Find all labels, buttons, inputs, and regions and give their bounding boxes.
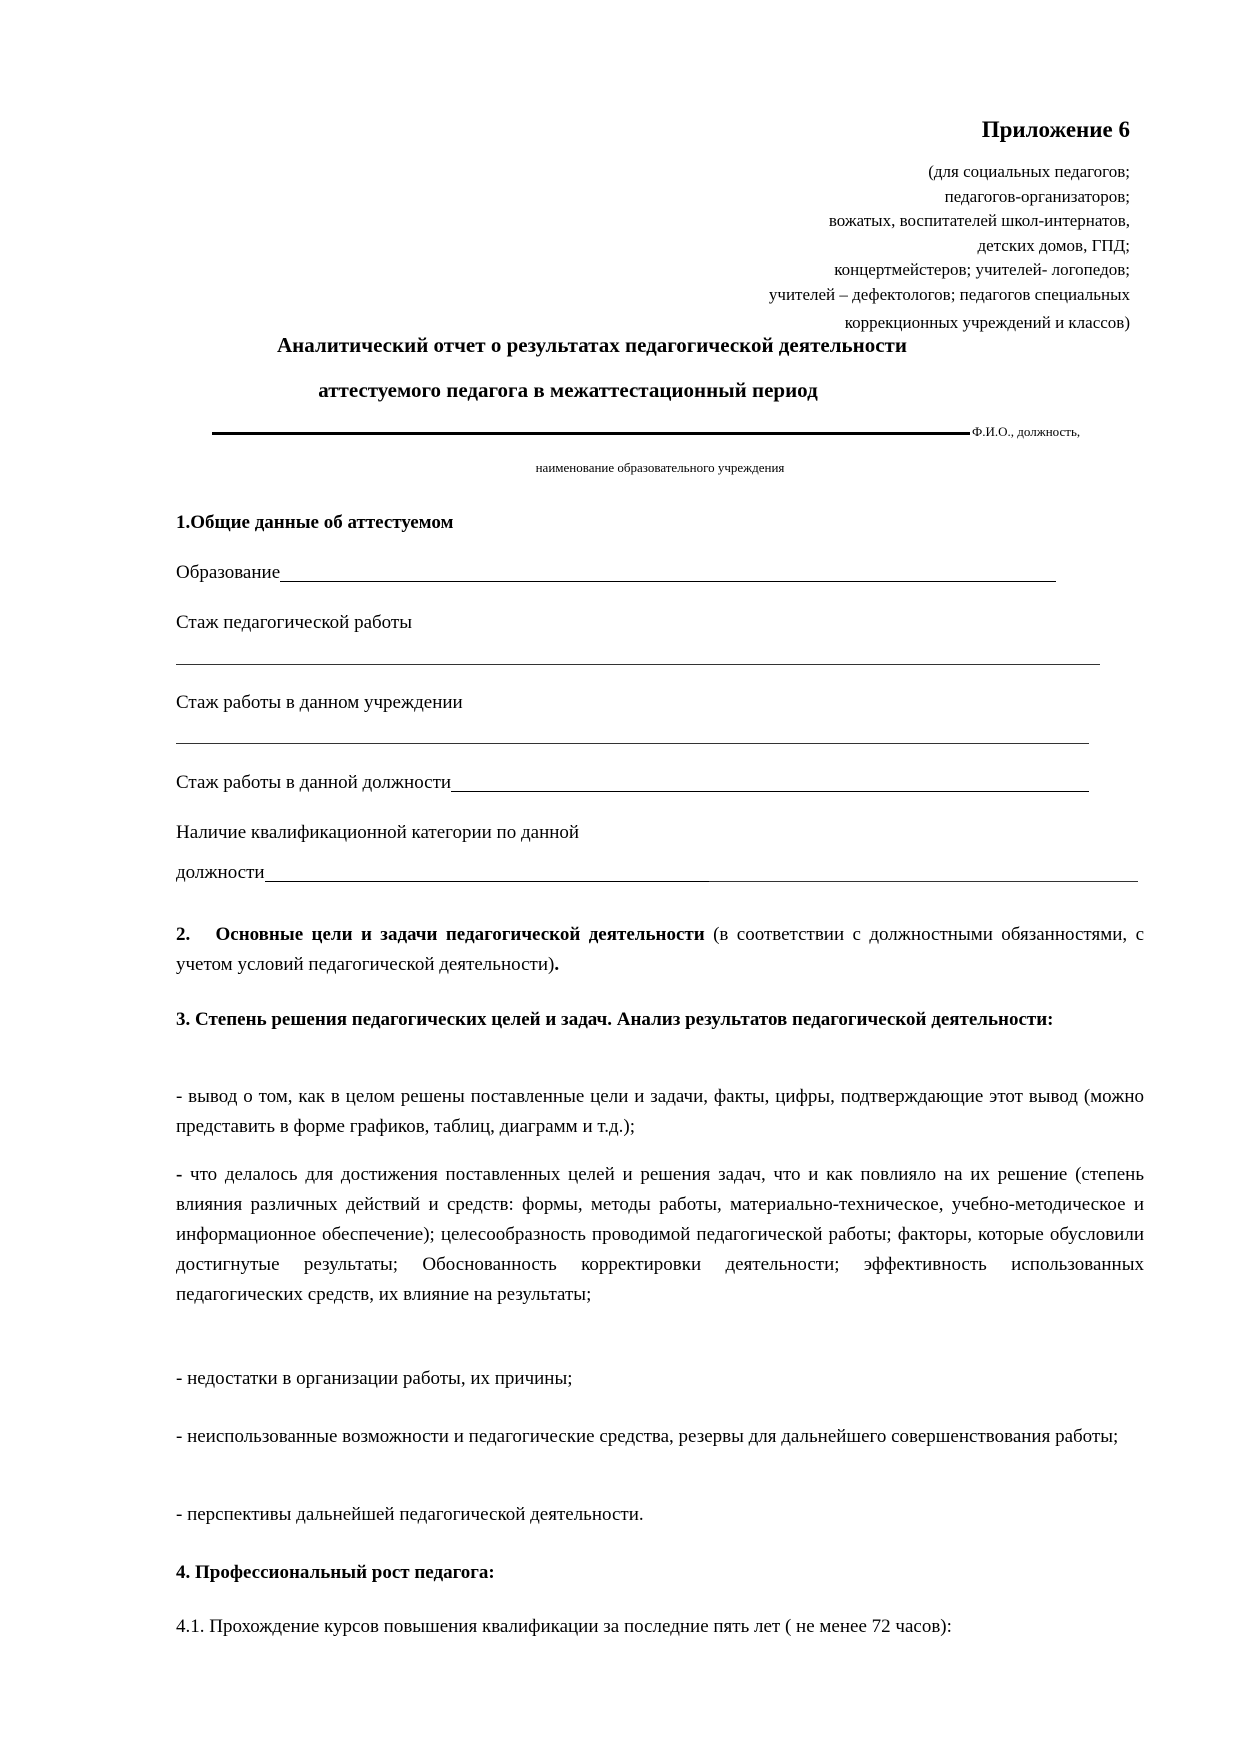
audience-line: вожатых, воспитателей школ-интернатов, xyxy=(828,211,1130,230)
audience-note xyxy=(530,160,1130,336)
section2-heading: Основные цели и задачи педагогической деятельности xyxy=(215,924,705,945)
section2-end: . xyxy=(554,954,560,975)
section2-paragraph xyxy=(176,920,1144,980)
section3-heading: 3. Степень решения педагогических целей и задач. Анализ результатов педагогической деятельности: xyxy=(176,1009,1054,1030)
section3-item-actions xyxy=(176,1160,1144,1310)
report-title-line2: аттестуемого педагога в межаттестационный период xyxy=(318,378,818,402)
report-title-line1: Аналитический отчет о результатах педагогической деятельности xyxy=(277,333,907,357)
appendix-title: Приложение 6 xyxy=(981,117,1130,142)
org-label: наименование образовательного учреждения xyxy=(535,460,785,475)
position-experience-input[interactable] xyxy=(451,771,1089,792)
fio-input-line[interactable] xyxy=(212,432,970,435)
category-field xyxy=(176,858,1138,888)
ped-experience-label: Стаж педагогической работы xyxy=(176,612,412,633)
fio-label: Ф.И.О., должность, xyxy=(972,424,1081,439)
section2-number: 2. xyxy=(176,924,191,945)
bold-dash: - xyxy=(176,1164,183,1185)
section3-item-conclusion: - вывод о том, как в целом решены поставленные цели и задачи, факты, цифры, подтверждающие этот вывод (можно представить в форме графиков, таблиц, диаграмм и т.д.); xyxy=(176,1086,1144,1137)
category-label-line1: Наличие квалификационной категории по данной xyxy=(176,822,580,843)
institution-experience-label: Стаж работы в данном учреждении xyxy=(176,692,463,713)
section3-item-unused: - неиспользованные возможности и педагогические средства, резервы для дальнейшего совершенствования работы; xyxy=(176,1426,1119,1447)
education-label: Образование xyxy=(176,562,281,583)
position-experience-label: Стаж работы в данной должности xyxy=(176,772,452,793)
section3-item-shortcomings: - недостатки в организации работы, их причины; xyxy=(176,1368,573,1389)
education-field xyxy=(176,558,1056,588)
section4-item-4-1: 4.1. Прохождение курсов повышения квалификации за последние пять лет ( не менее 72 часов): xyxy=(176,1616,952,1637)
audience-line: концертмейстеров; учителей- логопедов; xyxy=(834,260,1130,279)
audience-line: детских домов, ГПД; xyxy=(977,235,1130,255)
section2-text: (в соответствии с должностными обязанностями, с учетом условий педагогической деятельности) xyxy=(176,924,1144,975)
institution-experience-input[interactable] xyxy=(176,723,1089,744)
category-input[interactable] xyxy=(265,861,709,882)
audience-line: (для социальных педагогов; xyxy=(928,162,1130,181)
audience-line: педагогов-организаторов; xyxy=(944,186,1130,206)
position-experience-field xyxy=(176,768,1089,798)
section1-heading: 1.Общие данные об аттестуемом xyxy=(176,512,454,533)
ped-experience-input[interactable] xyxy=(176,644,1100,665)
education-input[interactable] xyxy=(280,561,1056,582)
section3-item-prospects: - перспективы дальнейшей педагогической деятельности. xyxy=(176,1504,644,1525)
category-input-extension[interactable] xyxy=(709,861,1138,882)
section3-item-actions-text: что делалось для достижения поставленных целей и решения задач, что и как повлияло на их решение (степень влияния различных действий и средств: формы, методы работы, материально-техническое, учебно-методическое и информационное обеспечение); целесообразность проводимой педагогической работы; факторы, которые обусловили достигнутые результаты; Обоснованность корректировки деятельности; эффективность использованных педагогических средств, их влияние на результаты; xyxy=(176,1164,1144,1305)
section4-heading: 4. Профессиональный рост педагога: xyxy=(176,1562,495,1583)
audience-line: коррекционных учреждений и классов) xyxy=(844,313,1130,332)
category-label-line2: должности xyxy=(176,862,265,883)
audience-line: учителей – дефектологов; педагогов специальных xyxy=(768,284,1130,304)
